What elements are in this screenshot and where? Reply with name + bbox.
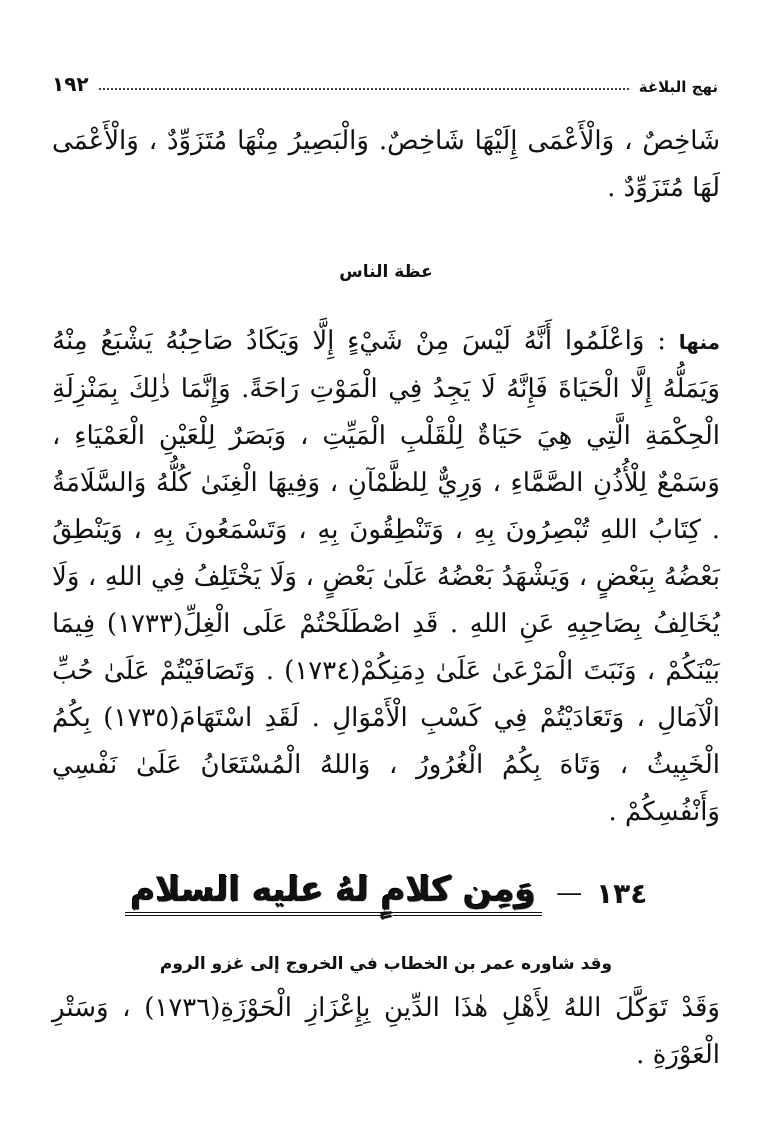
section-dash: — (556, 878, 583, 908)
sermon-heading: عظة الناس (339, 262, 433, 282)
excerpt-lead: منها (678, 330, 720, 354)
section-calligraphy-title: وَمِن كلامٍ لهُ عليه السلام (125, 870, 542, 916)
continued-paragraph: شَاخِصٌ ، وَالْأَعْمَى إِلَيْهَا شَاخِصٌ. وَالْبَصِيرُ مِنْهَا مُتَزَوِّدٌ ، وَالْأَعْمَى لَهَا مُتَزَوِّدٌ . (52, 126, 721, 203)
page-header (52, 70, 718, 96)
main-paragraph-body: : وَاعْلَمُوا أَنَّهُ لَيْسَ مِنْ شَيْءٍ إِلَّا وَيَكَادُ صَاحِبُهُ يَشْبَعُ مِنْهُ وَيَمَلُّهُ إِلَّا الْحَيَاةَ فَإِنَّهُ لَا يَجِدُ فِي الْمَوْتِ رَاحَةً. وَإِنَّمَا ذٰلِكَ بِمَنْزِلَةِ الْحِكْمَةِ الَّتِي هِيَ حَيَاةٌ لِلْقَلْبِ الْمَيِّتِ ، وَبَصَرٌ لِلْعَيْنِ الْعَمْيَاءِ ، وَسَمْعٌ لِلْأُذُنِ الصَّمَّاءِ ، وَرِيٌّ لِلظَّمْآنِ ، وَفِيهَا الْغِنَىٰ كُلُّهُ وَالسَّلَامَةُ . كِتَابُ اللهِ تُبْصِرُونَ بِهِ ، وَتَنْطِقُونَ بِهِ ، وَتَسْمَعُونَ بِهِ ، وَيَنْطِقُ بَعْضُهُ بِبَعْضٍ ، وَيَشْهَدُ بَعْضُهُ عَلَىٰ بَعْضٍ ، وَلَا يَخْتَلِفُ فِي اللهِ ، وَلَا يُخَالِفُ بِصَاحِبِهِ عَنِ اللهِ . قَدِ اصْطَلَحْتُمْ عَلَى الْغِلِّ(١٧٣٣) فِيمَا بَيْنَكُمْ ، وَنَبَتَ الْمَرْعَىٰ عَلَىٰ دِمَنِكُمْ(١٧٣٤) . وَتَصَافَيْتُمْ عَلَىٰ حُبِّ الْآمَالِ ، وَتَعَادَيْتُمْ فِي كَسْبِ الْأَمْوَالِ . لَقَدِ اسْتَهَامَ(١٧٣٥) بِكُمُ الْخَبِيثُ ، وَتَاهَ بِكُمُ الْغُرُورُ ، وَاللهُ الْمُسْتَعَانُ عَلَىٰ نَفْسِي وَأَنْفُسِكُمْ . (52, 326, 720, 827)
page-number: ١٩٢ (52, 72, 89, 96)
context-heading: وقد شاوره عمر بن الخطاب في الخروج إلى غزو الروم (159, 954, 613, 974)
main-paragraph (52, 318, 720, 836)
running-book-title: نهج البلاغة (638, 78, 718, 96)
last-paragraph: وَقَدْ تَوَكَّلَ اللهُ لِأَهْلِ هٰذَا الدِّينِ بِإِعْزَازِ الْحَوْزَةِ(١٧٣٦) ، وَسَتْرِ الْعَوْرَةِ . (52, 993, 720, 1070)
section-title (52, 868, 720, 918)
section-number: ١٣٤ (596, 876, 648, 910)
header-dotted-leader (99, 88, 629, 90)
